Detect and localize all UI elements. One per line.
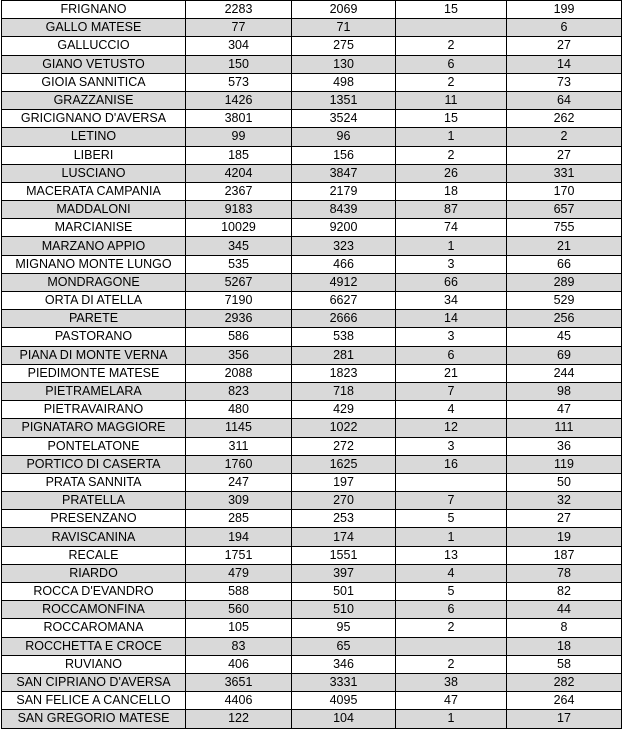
table-row (2, 19, 622, 37)
value-cell-4: 19 (507, 528, 622, 546)
value-cell-3: 47 (396, 692, 507, 710)
table-body (2, 1, 622, 729)
municipality-cell: ROCCAROMANA (2, 619, 186, 637)
value-cell-1: 83 (186, 637, 292, 655)
value-cell-3: 87 (396, 201, 507, 219)
table-row (2, 128, 622, 146)
municipality-cell: MARZANO APPIO (2, 237, 186, 255)
value-cell-4: 27 (507, 37, 622, 55)
value-cell-3: 18 (396, 182, 507, 200)
table-row (2, 655, 622, 673)
municipality-cell: PIETRAVAIRANO (2, 401, 186, 419)
value-cell-1: 4406 (186, 692, 292, 710)
value-cell-4: 282 (507, 673, 622, 691)
value-cell-2: 8439 (292, 201, 396, 219)
value-cell-4: 82 (507, 583, 622, 601)
value-cell-3: 1 (396, 128, 507, 146)
value-cell-4: 50 (507, 473, 622, 491)
value-cell-3: 2 (396, 655, 507, 673)
municipality-cell: PIETRAMELARA (2, 382, 186, 400)
value-cell-1: 5267 (186, 273, 292, 291)
value-cell-3: 2 (396, 73, 507, 91)
value-cell-1: 3801 (186, 110, 292, 128)
municipality-cell: PONTELATONE (2, 437, 186, 455)
municipality-cell: PRATELLA (2, 492, 186, 510)
value-cell-1: 150 (186, 55, 292, 73)
value-cell-4: 27 (507, 146, 622, 164)
value-cell-1: 122 (186, 710, 292, 728)
value-cell-4: 73 (507, 73, 622, 91)
value-cell-3: 4 (396, 401, 507, 419)
value-cell-2: 130 (292, 55, 396, 73)
municipality-cell: PIGNATARO MAGGIORE (2, 419, 186, 437)
table-row (2, 492, 622, 510)
value-cell-4: 58 (507, 655, 622, 673)
table-row (2, 619, 622, 637)
municipality-cell: GRAZZANISE (2, 91, 186, 109)
municipality-cell: LIBERI (2, 146, 186, 164)
value-cell-2: 3331 (292, 673, 396, 691)
table-row (2, 164, 622, 182)
municipality-cell: MACERATA CAMPANIA (2, 182, 186, 200)
table-row (2, 455, 622, 473)
value-cell-2: 510 (292, 601, 396, 619)
municipality-cell: RECALE (2, 546, 186, 564)
municipality-cell: RIARDO (2, 564, 186, 582)
value-cell-1: 309 (186, 492, 292, 510)
table-row (2, 1, 622, 19)
value-cell-1: 77 (186, 19, 292, 37)
municipality-cell: GALLUCCIO (2, 37, 186, 55)
value-cell-1: 194 (186, 528, 292, 546)
municipality-cell: MONDRAGONE (2, 273, 186, 291)
value-cell-2: 71 (292, 19, 396, 37)
value-cell-4: 262 (507, 110, 622, 128)
value-cell-1: 535 (186, 255, 292, 273)
value-cell-4: 47 (507, 401, 622, 419)
value-cell-4: 119 (507, 455, 622, 473)
value-cell-2: 718 (292, 382, 396, 400)
value-cell-4: 78 (507, 564, 622, 582)
value-cell-4: 64 (507, 91, 622, 109)
value-cell-4: 98 (507, 382, 622, 400)
value-cell-3 (396, 473, 507, 491)
value-cell-2: 323 (292, 237, 396, 255)
value-cell-1: 4204 (186, 164, 292, 182)
municipality-cell: GIANO VETUSTO (2, 55, 186, 73)
value-cell-3: 7 (396, 492, 507, 510)
value-cell-2: 3847 (292, 164, 396, 182)
value-cell-2: 96 (292, 128, 396, 146)
value-cell-1: 823 (186, 382, 292, 400)
value-cell-2: 2179 (292, 182, 396, 200)
value-cell-2: 1625 (292, 455, 396, 473)
municipality-cell: FRIGNANO (2, 1, 186, 19)
value-cell-1: 2088 (186, 364, 292, 382)
value-cell-1: 480 (186, 401, 292, 419)
value-cell-3: 1 (396, 237, 507, 255)
value-cell-2: 104 (292, 710, 396, 728)
municipality-cell: MIGNANO MONTE LUNGO (2, 255, 186, 273)
table-row (2, 346, 622, 364)
value-cell-2: 156 (292, 146, 396, 164)
value-cell-1: 2367 (186, 182, 292, 200)
value-cell-3: 2 (396, 146, 507, 164)
value-cell-2: 281 (292, 346, 396, 364)
value-cell-2: 6627 (292, 292, 396, 310)
municipality-cell: SAN CIPRIANO D'AVERSA (2, 673, 186, 691)
municipality-cell: MADDALONI (2, 201, 186, 219)
table-row (2, 37, 622, 55)
table-row (2, 237, 622, 255)
value-cell-1: 304 (186, 37, 292, 55)
table-row (2, 419, 622, 437)
table-row (2, 546, 622, 564)
table-row (2, 255, 622, 273)
value-cell-3: 12 (396, 419, 507, 437)
value-cell-4: 331 (507, 164, 622, 182)
table-row (2, 182, 622, 200)
value-cell-4: 32 (507, 492, 622, 510)
data-table (1, 0, 622, 729)
value-cell-4: 289 (507, 273, 622, 291)
value-cell-4: 18 (507, 637, 622, 655)
table-row (2, 146, 622, 164)
value-cell-3: 15 (396, 1, 507, 19)
value-cell-1: 573 (186, 73, 292, 91)
value-cell-2: 197 (292, 473, 396, 491)
value-cell-2: 275 (292, 37, 396, 55)
value-cell-3: 21 (396, 364, 507, 382)
table-row (2, 528, 622, 546)
municipality-cell: PORTICO DI CASERTA (2, 455, 186, 473)
value-cell-4: 187 (507, 546, 622, 564)
value-cell-3: 11 (396, 91, 507, 109)
value-cell-4: 256 (507, 310, 622, 328)
municipality-cell: RAVISCANINA (2, 528, 186, 546)
value-cell-4: 45 (507, 328, 622, 346)
value-cell-1: 2936 (186, 310, 292, 328)
value-cell-1: 7190 (186, 292, 292, 310)
value-cell-2: 1351 (292, 91, 396, 109)
value-cell-2: 2666 (292, 310, 396, 328)
value-cell-4: 199 (507, 1, 622, 19)
table-row (2, 710, 622, 728)
value-cell-1: 560 (186, 601, 292, 619)
value-cell-3: 15 (396, 110, 507, 128)
value-cell-2: 270 (292, 492, 396, 510)
value-cell-4: 111 (507, 419, 622, 437)
value-cell-2: 1823 (292, 364, 396, 382)
value-cell-4: 6 (507, 19, 622, 37)
municipality-cell: PRESENZANO (2, 510, 186, 528)
municipality-cell: PASTORANO (2, 328, 186, 346)
table-row (2, 73, 622, 91)
municipality-cell: ROCCHETTA E CROCE (2, 637, 186, 655)
municipality-cell: LETINO (2, 128, 186, 146)
value-cell-4: 14 (507, 55, 622, 73)
value-cell-3: 6 (396, 601, 507, 619)
table-row (2, 91, 622, 109)
value-cell-4: 21 (507, 237, 622, 255)
value-cell-3: 5 (396, 510, 507, 528)
municipality-cell: SAN GREGORIO MATESE (2, 710, 186, 728)
value-cell-4: 36 (507, 437, 622, 455)
value-cell-1: 586 (186, 328, 292, 346)
municipality-cell: PRATA SANNITA (2, 473, 186, 491)
value-cell-3: 3 (396, 255, 507, 273)
value-cell-4: 17 (507, 710, 622, 728)
table-row (2, 510, 622, 528)
municipality-cell: GIOIA SANNITICA (2, 73, 186, 91)
value-cell-3 (396, 19, 507, 37)
value-cell-4: 529 (507, 292, 622, 310)
value-cell-1: 99 (186, 128, 292, 146)
value-cell-3: 38 (396, 673, 507, 691)
table-row (2, 201, 622, 219)
table-row (2, 292, 622, 310)
value-cell-2: 466 (292, 255, 396, 273)
value-cell-3: 1 (396, 528, 507, 546)
value-cell-4: 170 (507, 182, 622, 200)
municipality-cell: PARETE (2, 310, 186, 328)
municipality-cell: RUVIANO (2, 655, 186, 673)
value-cell-3: 5 (396, 583, 507, 601)
table-row (2, 219, 622, 237)
value-cell-2: 397 (292, 564, 396, 582)
municipality-cell: SAN FELICE A CANCELLO (2, 692, 186, 710)
value-cell-3: 13 (396, 546, 507, 564)
value-cell-1: 311 (186, 437, 292, 455)
value-cell-3: 26 (396, 164, 507, 182)
table-row (2, 382, 622, 400)
value-cell-2: 501 (292, 583, 396, 601)
value-cell-4: 264 (507, 692, 622, 710)
value-cell-3: 6 (396, 55, 507, 73)
value-cell-2: 4912 (292, 273, 396, 291)
value-cell-1: 588 (186, 583, 292, 601)
value-cell-4: 66 (507, 255, 622, 273)
table-row (2, 110, 622, 128)
municipality-cell: ORTA DI ATELLA (2, 292, 186, 310)
value-cell-2: 346 (292, 655, 396, 673)
value-cell-3: 3 (396, 437, 507, 455)
value-cell-1: 1145 (186, 419, 292, 437)
municipality-cell: LUSCIANO (2, 164, 186, 182)
value-cell-3: 14 (396, 310, 507, 328)
table-row (2, 637, 622, 655)
municipality-cell: ROCCAMONFINA (2, 601, 186, 619)
municipality-cell: PIEDIMONTE MATESE (2, 364, 186, 382)
value-cell-4: 657 (507, 201, 622, 219)
value-cell-1: 406 (186, 655, 292, 673)
value-cell-2: 272 (292, 437, 396, 455)
value-cell-1: 2283 (186, 1, 292, 19)
table-row (2, 601, 622, 619)
table-row (2, 564, 622, 582)
municipality-cell: GRICIGNANO D'AVERSA (2, 110, 186, 128)
table-row (2, 401, 622, 419)
value-cell-3: 66 (396, 273, 507, 291)
value-cell-1: 285 (186, 510, 292, 528)
value-cell-4: 755 (507, 219, 622, 237)
table-row (2, 273, 622, 291)
value-cell-2: 3524 (292, 110, 396, 128)
value-cell-2: 174 (292, 528, 396, 546)
value-cell-2: 1022 (292, 419, 396, 437)
value-cell-2: 498 (292, 73, 396, 91)
table-row (2, 55, 622, 73)
value-cell-2: 9200 (292, 219, 396, 237)
value-cell-3: 3 (396, 328, 507, 346)
table-row (2, 673, 622, 691)
value-cell-4: 44 (507, 601, 622, 619)
value-cell-1: 1760 (186, 455, 292, 473)
value-cell-1: 10029 (186, 219, 292, 237)
value-cell-2: 65 (292, 637, 396, 655)
value-cell-3: 2 (396, 37, 507, 55)
value-cell-3: 2 (396, 619, 507, 637)
value-cell-4: 8 (507, 619, 622, 637)
value-cell-2: 538 (292, 328, 396, 346)
municipality-cell: PIANA DI MONTE VERNA (2, 346, 186, 364)
value-cell-1: 1426 (186, 91, 292, 109)
value-cell-2: 1551 (292, 546, 396, 564)
value-cell-1: 105 (186, 619, 292, 637)
value-cell-1: 1751 (186, 546, 292, 564)
value-cell-4: 27 (507, 510, 622, 528)
table-row (2, 437, 622, 455)
value-cell-4: 69 (507, 346, 622, 364)
value-cell-3: 7 (396, 382, 507, 400)
value-cell-1: 3651 (186, 673, 292, 691)
municipality-cell: GALLO MATESE (2, 19, 186, 37)
value-cell-2: 429 (292, 401, 396, 419)
value-cell-2: 4095 (292, 692, 396, 710)
municipality-cell: MARCIANISE (2, 219, 186, 237)
value-cell-1: 479 (186, 564, 292, 582)
value-cell-3: 4 (396, 564, 507, 582)
value-cell-3 (396, 637, 507, 655)
value-cell-2: 253 (292, 510, 396, 528)
value-cell-1: 9183 (186, 201, 292, 219)
value-cell-1: 356 (186, 346, 292, 364)
table-row (2, 364, 622, 382)
table-row (2, 328, 622, 346)
value-cell-3: 16 (396, 455, 507, 473)
value-cell-4: 2 (507, 128, 622, 146)
value-cell-3: 1 (396, 710, 507, 728)
value-cell-2: 95 (292, 619, 396, 637)
value-cell-3: 6 (396, 346, 507, 364)
municipality-cell: ROCCA D'EVANDRO (2, 583, 186, 601)
table-row (2, 583, 622, 601)
value-cell-1: 345 (186, 237, 292, 255)
table-row (2, 310, 622, 328)
value-cell-1: 247 (186, 473, 292, 491)
value-cell-2: 2069 (292, 1, 396, 19)
value-cell-3: 34 (396, 292, 507, 310)
value-cell-1: 185 (186, 146, 292, 164)
value-cell-4: 244 (507, 364, 622, 382)
table-row (2, 692, 622, 710)
table-row (2, 473, 622, 491)
value-cell-3: 74 (396, 219, 507, 237)
